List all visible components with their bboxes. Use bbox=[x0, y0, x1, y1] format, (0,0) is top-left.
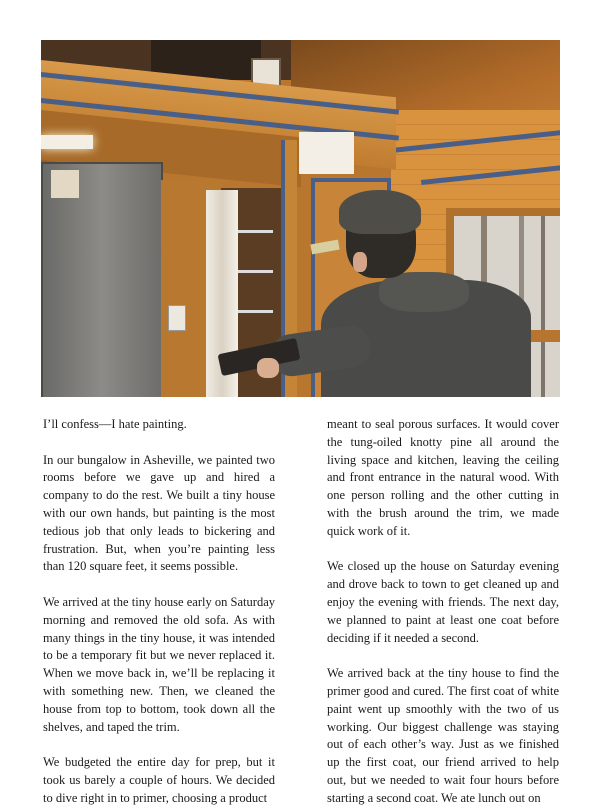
paragraph: We arrived back at the tiny house to find the primer good and cured. The first coat of white paint went up smoothly with the two of us working. Our biggest challenge was staying out of each other’s way. Just as we finished up the first coat, our friend arrived to help out, but we needed to wait four hours before starting a second coat. We ate lunch out on bbox=[327, 666, 559, 805]
paragraph: meant to seal porous surfaces. It would cover the tung-oiled knotty pine all around the living space and kitchen, leaving the ceiling and front entrance in the natural wood. With one person rolling and the other cutting in with the brush around the trim, we made quick work of it. bbox=[327, 417, 559, 538]
article-column-right bbox=[327, 416, 559, 808]
article-column-left bbox=[43, 416, 275, 808]
paragraph: We closed up the house on Saturday evening and drove back to town to get cleaned up and enjoy the evening with friends. The next day, we planned to paint at least one coat before deciding if it needed a second. bbox=[327, 559, 559, 645]
paragraph: I’ll confess—I hate painting. bbox=[43, 417, 187, 431]
paragraph: We budgeted the entire day for prep, but it took us barely a couple of hours. We decided to dive right in to primer, choosing a product bbox=[43, 755, 275, 805]
interior-painting-photo bbox=[41, 40, 560, 397]
paragraph: In our bungalow in Asheville, we painted two rooms before we gave up and hired a company to do the rest. We built a tiny house with our own hands, but painting is the most tedious job that only leads to bickering and frustration. But, when you’re painting less than 120 square feet, it seems possible. bbox=[43, 452, 275, 574]
paragraph: We arrived at the tiny house early on Saturday morning and removed the old sofa. As with many things in the tiny house, it was intended to be a temporary fit but we never replaced it. When we move back in, we’ll be replacing it with something new. Then, we cleaned the house from top to bottom, took down all the shelves, and taped the trim. bbox=[43, 594, 275, 734]
